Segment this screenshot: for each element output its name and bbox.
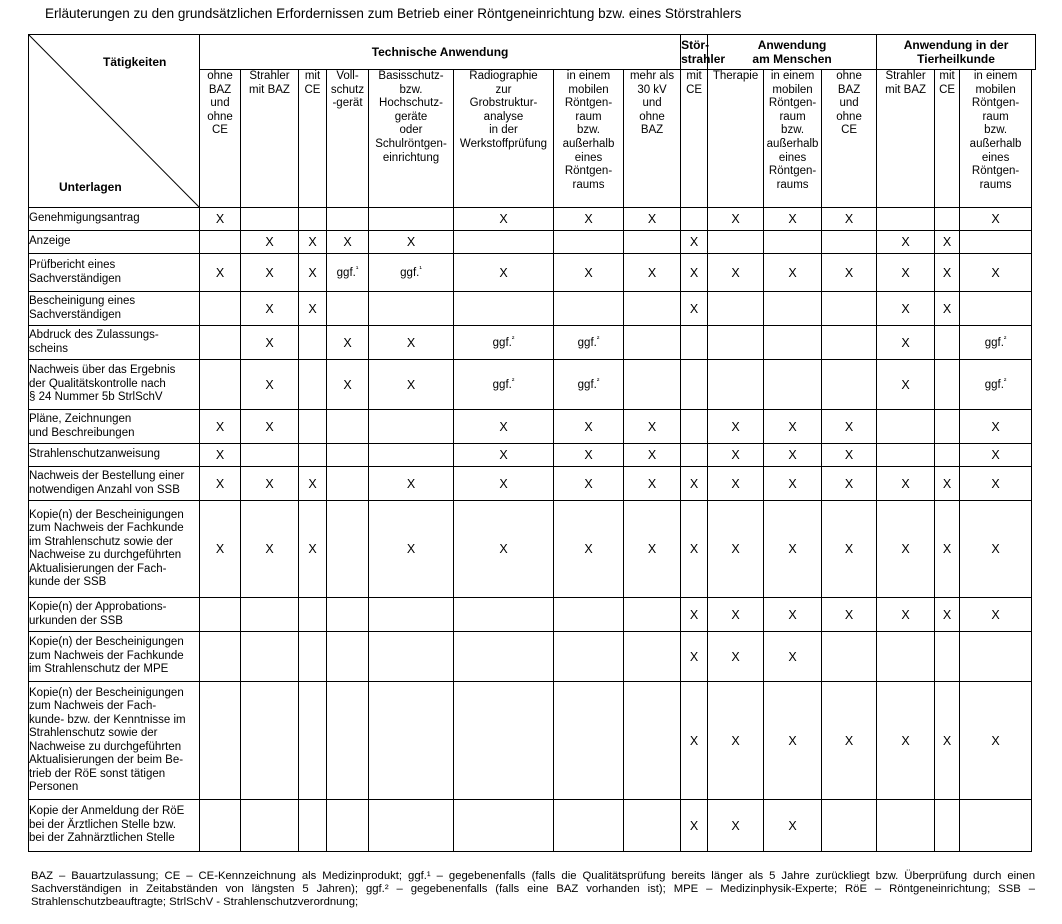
table-cell: X <box>708 800 764 852</box>
table-cell: X <box>822 501 877 598</box>
table-cell: X <box>624 444 681 467</box>
table-cell: X <box>369 467 454 501</box>
table-cell: X <box>708 410 764 444</box>
table-cell <box>822 800 877 852</box>
table-cell: X <box>764 632 822 682</box>
table-cell: X <box>822 208 877 231</box>
table-cell <box>554 682 624 800</box>
table-cell <box>241 598 299 632</box>
table-cell: X <box>935 501 960 598</box>
table-cell: X <box>764 501 822 598</box>
column-header-2: mit CE <box>299 70 327 208</box>
table-cell <box>369 682 454 800</box>
table-cell <box>327 682 369 800</box>
table-row <box>29 254 1036 292</box>
table-cell: X <box>200 208 241 231</box>
table-cell: X <box>877 254 935 292</box>
row-label: Kopie(n) der Bescheinigungen zum Nachweis der Fach- kunde- bzw. der Kenntnisse im Strahlenschutz sowie der Nachweise zu durchgeführten Aktualisierungen der beim Be- trieb der RöE sonst tätigen Personen <box>29 682 200 800</box>
row-label: Strahlenschutzanweisung <box>29 444 200 467</box>
table-cell <box>369 598 454 632</box>
row-label: Kopie(n) der Approbations- urkunden der SSB <box>29 598 200 632</box>
table-cell <box>960 800 1032 852</box>
table-cell: X <box>708 444 764 467</box>
column-header-3: Voll- schutz -gerät <box>327 70 369 208</box>
table-cell: X <box>708 682 764 800</box>
table-cell: X <box>681 231 708 254</box>
column-header-13: mit CE <box>935 70 960 208</box>
table-row <box>29 231 1036 254</box>
table-cell: X <box>454 254 554 292</box>
table-cell: X <box>960 254 1032 292</box>
table-cell: X <box>877 360 935 410</box>
table-cell <box>935 444 960 467</box>
table-cell: X <box>877 501 935 598</box>
table-cell: X <box>764 800 822 852</box>
table-cell <box>200 231 241 254</box>
column-header-10: in einem mobilen Röntgen- raum bzw. außerhalb eines Röntgen- raums <box>764 70 822 208</box>
table-cell: X <box>624 208 681 231</box>
table-cell <box>624 800 681 852</box>
table-cell: X <box>241 501 299 598</box>
table-cell: ggf.$^{^2}$ <box>960 326 1032 360</box>
table-cell: ggf.$^{^2}$ <box>960 360 1032 410</box>
row-label: Prüfbericht eines Sachverständigen <box>29 254 200 292</box>
table-cell: ggf.$^{^2}$ <box>454 326 554 360</box>
table-cell: X <box>822 682 877 800</box>
table-cell <box>299 208 327 231</box>
table-cell: X <box>681 598 708 632</box>
table-cell <box>200 326 241 360</box>
table-cell <box>327 598 369 632</box>
table-cell: X <box>327 360 369 410</box>
table-cell <box>960 632 1032 682</box>
table-cell <box>200 682 241 800</box>
table-cell: X <box>960 501 1032 598</box>
table-cell <box>327 410 369 444</box>
table-row <box>29 326 1036 360</box>
table-cell <box>624 598 681 632</box>
corner-bottom-label: Unterlagen <box>59 180 122 194</box>
table-cell <box>877 410 935 444</box>
table-row <box>29 501 1036 598</box>
table-row <box>29 598 1036 632</box>
table-cell: X <box>935 254 960 292</box>
table-cell <box>877 632 935 682</box>
table-cell <box>327 800 369 852</box>
table-cell: ggf.$^{^1}$ <box>327 254 369 292</box>
table-cell <box>327 444 369 467</box>
column-header-4: Basisschutz- bzw. Hochschutz- geräte oder Schulröntgen- einrichtung <box>369 70 454 208</box>
table-cell <box>454 800 554 852</box>
table-cell <box>299 598 327 632</box>
table-cell <box>935 326 960 360</box>
table-cell: X <box>877 326 935 360</box>
table-cell <box>822 326 877 360</box>
row-label: Bescheinigung eines Sachverständigen <box>29 292 200 326</box>
table-cell: X <box>681 682 708 800</box>
corner-top-label: Tätigkeiten <box>103 55 167 69</box>
corner-cell <box>29 35 200 208</box>
table-cell: X <box>299 467 327 501</box>
column-header-12: Strahler mit BAZ <box>877 70 935 208</box>
table-row <box>29 632 1036 682</box>
table-cell <box>327 292 369 326</box>
table-cell: X <box>200 254 241 292</box>
table-cell: X <box>454 467 554 501</box>
table-cell <box>624 632 681 682</box>
table-cell <box>454 231 554 254</box>
table-cell: X <box>764 444 822 467</box>
table-cell <box>454 598 554 632</box>
table-cell: X <box>764 682 822 800</box>
table-cell: X <box>454 501 554 598</box>
table-cell: X <box>554 410 624 444</box>
table-cell <box>554 292 624 326</box>
column-header-9: Therapie <box>708 70 764 208</box>
legend-footnote: BAZ – Bauartzulassung; CE – CE-Kennzeichnung als Medizinprodukt; ggf.¹ – gegebenenfalls (falls die Qualitätsprüfung bereits länger als 5 Jahre zurückliegt bzw. Überprüfung durch einen Sachverständigen in Zeitabständen von längsten 5 Jahren); ggf.² – gegebenenfalls (falls eine BAZ vorhanden ist); MPE – Medizinphysik-Experte; RöE – Röntgeneinrichtung; SSB – Strahlenschutzbeauftragte; StrlSchV - Strahlenschutzverordnung; <box>31 870 1035 909</box>
table-cell: X <box>299 231 327 254</box>
table-cell <box>369 444 454 467</box>
table-cell: X <box>764 254 822 292</box>
table-cell: X <box>822 598 877 632</box>
table-cell <box>708 292 764 326</box>
table-cell: X <box>960 682 1032 800</box>
table-cell <box>200 360 241 410</box>
column-header-11: ohne BAZ und ohne CE <box>822 70 877 208</box>
table-cell: X <box>624 410 681 444</box>
table-cell: X <box>960 467 1032 501</box>
table-cell <box>299 682 327 800</box>
table-cell: X <box>200 467 241 501</box>
table-cell: X <box>822 444 877 467</box>
table-cell <box>241 682 299 800</box>
table-cell <box>708 326 764 360</box>
table-row <box>29 467 1036 501</box>
table-cell <box>454 292 554 326</box>
table-cell <box>369 800 454 852</box>
column-header-7: mehr als 30 kV und ohne BAZ <box>624 70 681 208</box>
table-cell <box>299 326 327 360</box>
table-cell: X <box>327 231 369 254</box>
column-header-8: mit CE <box>681 70 708 208</box>
table-row <box>29 208 1036 231</box>
table-cell: X <box>822 254 877 292</box>
table-cell <box>681 208 708 231</box>
table-cell: X <box>935 467 960 501</box>
table-cell <box>299 632 327 682</box>
table-cell: X <box>554 501 624 598</box>
table-cell: X <box>299 292 327 326</box>
table-cell: X <box>624 254 681 292</box>
column-header-5: Radiographie zur Grobstruktur- analyse in der Werkstoffprüfung <box>454 70 554 208</box>
table-cell <box>200 292 241 326</box>
table-cell: X <box>681 800 708 852</box>
table-cell: X <box>369 231 454 254</box>
table-cell: X <box>681 467 708 501</box>
table-cell: ggf.$^{^1}$ <box>369 254 454 292</box>
table-cell: X <box>935 682 960 800</box>
table-cell: X <box>454 410 554 444</box>
table-cell <box>935 800 960 852</box>
table-cell: X <box>708 598 764 632</box>
table-cell <box>554 800 624 852</box>
table-cell <box>681 444 708 467</box>
table-cell: X <box>369 501 454 598</box>
table-cell <box>369 292 454 326</box>
column-header-1: Strahler mit BAZ <box>241 70 299 208</box>
table-cell: ggf.$^{^2}$ <box>454 360 554 410</box>
page-title: Erläuterungen zu den grundsätzlichen Erfordernissen zum Betrieb einer Röntgeneinrichtung bzw. eines Störstrahlers <box>45 6 742 21</box>
table-cell <box>200 598 241 632</box>
table-cell: X <box>764 467 822 501</box>
table-cell: X <box>200 444 241 467</box>
table-cell: X <box>200 501 241 598</box>
table-cell <box>822 360 877 410</box>
table-cell: X <box>299 254 327 292</box>
table-cell: X <box>935 231 960 254</box>
table-cell <box>624 292 681 326</box>
table-cell <box>241 444 299 467</box>
table-cell <box>681 410 708 444</box>
table-cell: X <box>241 360 299 410</box>
table-cell: X <box>877 467 935 501</box>
table-cell <box>241 208 299 231</box>
table-cell <box>877 800 935 852</box>
table-cell: X <box>708 501 764 598</box>
table-cell <box>935 410 960 444</box>
table-row <box>29 444 1036 467</box>
table-cell: X <box>624 467 681 501</box>
table-cell: X <box>454 444 554 467</box>
row-label: Pläne, Zeichnungen und Beschreibungen <box>29 410 200 444</box>
table-cell <box>935 360 960 410</box>
table-cell <box>681 360 708 410</box>
table-cell: X <box>935 598 960 632</box>
table-cell <box>327 467 369 501</box>
table-cell <box>454 682 554 800</box>
row-label: Kopie der Anmeldung der RöE bei der Ärztlichen Stelle bzw. bei der Zahnärztlichen Stelle <box>29 800 200 852</box>
table-cell: X <box>241 326 299 360</box>
table-cell: X <box>554 444 624 467</box>
table-cell: X <box>299 501 327 598</box>
table-cell: X <box>241 231 299 254</box>
table-cell: X <box>554 254 624 292</box>
table-cell <box>764 292 822 326</box>
table-cell: X <box>369 326 454 360</box>
table-cell: X <box>708 467 764 501</box>
row-label: Anzeige <box>29 231 200 254</box>
table-cell <box>327 501 369 598</box>
table-cell: X <box>241 292 299 326</box>
table-row <box>29 360 1036 410</box>
table-cell <box>935 632 960 682</box>
table-cell: X <box>708 254 764 292</box>
table-cell <box>200 632 241 682</box>
table-cell: X <box>822 410 877 444</box>
table-cell: X <box>960 208 1032 231</box>
column-header-14: in einem mobilen Röntgen- raum bzw. außerhalb eines Röntgen- raums <box>960 70 1032 208</box>
table-cell: X <box>681 254 708 292</box>
table-cell <box>327 632 369 682</box>
row-label: Kopie(n) der Bescheinigungen zum Nachweis der Fachkunde im Strahlenschutz der MPE <box>29 632 200 682</box>
table-cell: X <box>241 254 299 292</box>
row-label: Genehmigungsantrag <box>29 208 200 231</box>
table-cell <box>624 231 681 254</box>
table-cell <box>708 360 764 410</box>
table-body <box>29 208 1036 852</box>
column-header-6: in einem mobilen Röntgen- raum bzw. außerhalb eines Röntgen- raums <box>554 70 624 208</box>
table-cell <box>624 682 681 800</box>
table-cell: X <box>681 501 708 598</box>
table-row <box>29 800 1036 852</box>
group-header-row <box>29 35 1036 70</box>
table-cell <box>822 292 877 326</box>
table-cell: X <box>554 467 624 501</box>
table-cell: X <box>764 208 822 231</box>
table-cell <box>299 360 327 410</box>
table-cell <box>299 800 327 852</box>
row-label: Nachweis über das Ergebnis der Qualitätskontrolle nach § 24 Nummer 5b StrlSchV <box>29 360 200 410</box>
table-cell <box>369 208 454 231</box>
table-cell: X <box>708 632 764 682</box>
row-label: Abdruck des Zulassungs- scheins <box>29 326 200 360</box>
table-cell <box>327 208 369 231</box>
table-cell: X <box>454 208 554 231</box>
table-cell <box>200 800 241 852</box>
requirements-table <box>28 34 1036 852</box>
table-cell: X <box>624 501 681 598</box>
table-cell: X <box>554 208 624 231</box>
table-cell <box>554 598 624 632</box>
table-cell: X <box>935 292 960 326</box>
table-cell: X <box>877 682 935 800</box>
table-cell <box>960 231 1032 254</box>
table-cell: ggf.$^{^2}$ <box>554 326 624 360</box>
table-cell: X <box>877 292 935 326</box>
table-cell <box>764 326 822 360</box>
group-header-2: Anwendung am Menschen <box>708 35 877 70</box>
table-cell: X <box>200 410 241 444</box>
table-cell <box>554 231 624 254</box>
column-header-0: ohne BAZ und ohne CE <box>200 70 241 208</box>
group-header-3: Anwendung in der Tierheilkunde <box>877 35 1036 70</box>
table-cell <box>708 231 764 254</box>
row-label: Kopie(n) der Bescheinigungen zum Nachweis der Fachkunde im Strahlenschutz sowie der Nachweise zu durchgeführten Aktualisierungen der Fach- kunde der SSB <box>29 501 200 598</box>
table-cell: X <box>241 467 299 501</box>
table-cell <box>822 632 877 682</box>
table-cell: X <box>681 292 708 326</box>
table-cell <box>299 444 327 467</box>
table-cell <box>241 800 299 852</box>
table-cell <box>369 632 454 682</box>
table-cell <box>681 326 708 360</box>
table-cell: X <box>960 410 1032 444</box>
table-cell: X <box>681 632 708 682</box>
table-row <box>29 410 1036 444</box>
table-cell: X <box>877 598 935 632</box>
table-cell <box>877 444 935 467</box>
table-cell: X <box>708 208 764 231</box>
table-cell: X <box>327 326 369 360</box>
table-row <box>29 682 1036 800</box>
table-cell <box>877 208 935 231</box>
table-cell <box>454 632 554 682</box>
table-cell <box>960 292 1032 326</box>
table-cell <box>764 231 822 254</box>
table-cell: X <box>877 231 935 254</box>
table-cell: X <box>764 410 822 444</box>
table-cell <box>624 360 681 410</box>
table-cell <box>624 326 681 360</box>
table-cell <box>822 231 877 254</box>
table-row <box>29 292 1036 326</box>
table-cell: X <box>960 444 1032 467</box>
table-cell: X <box>369 360 454 410</box>
table-cell <box>935 208 960 231</box>
group-header-0: Technische Anwendung <box>200 35 681 70</box>
table-cell: X <box>822 467 877 501</box>
table-cell <box>554 632 624 682</box>
table-cell: X <box>764 598 822 632</box>
table-cell <box>764 360 822 410</box>
table-cell: X <box>960 598 1032 632</box>
table-cell <box>369 410 454 444</box>
group-header-1: Stör- strahler <box>681 35 708 70</box>
table-cell: ggf.$^{^2}$ <box>554 360 624 410</box>
table-cell <box>299 410 327 444</box>
table-cell: X <box>241 410 299 444</box>
row-label: Nachweis der Bestellung einer notwendigen Anzahl von SSB <box>29 467 200 501</box>
table-cell <box>241 632 299 682</box>
